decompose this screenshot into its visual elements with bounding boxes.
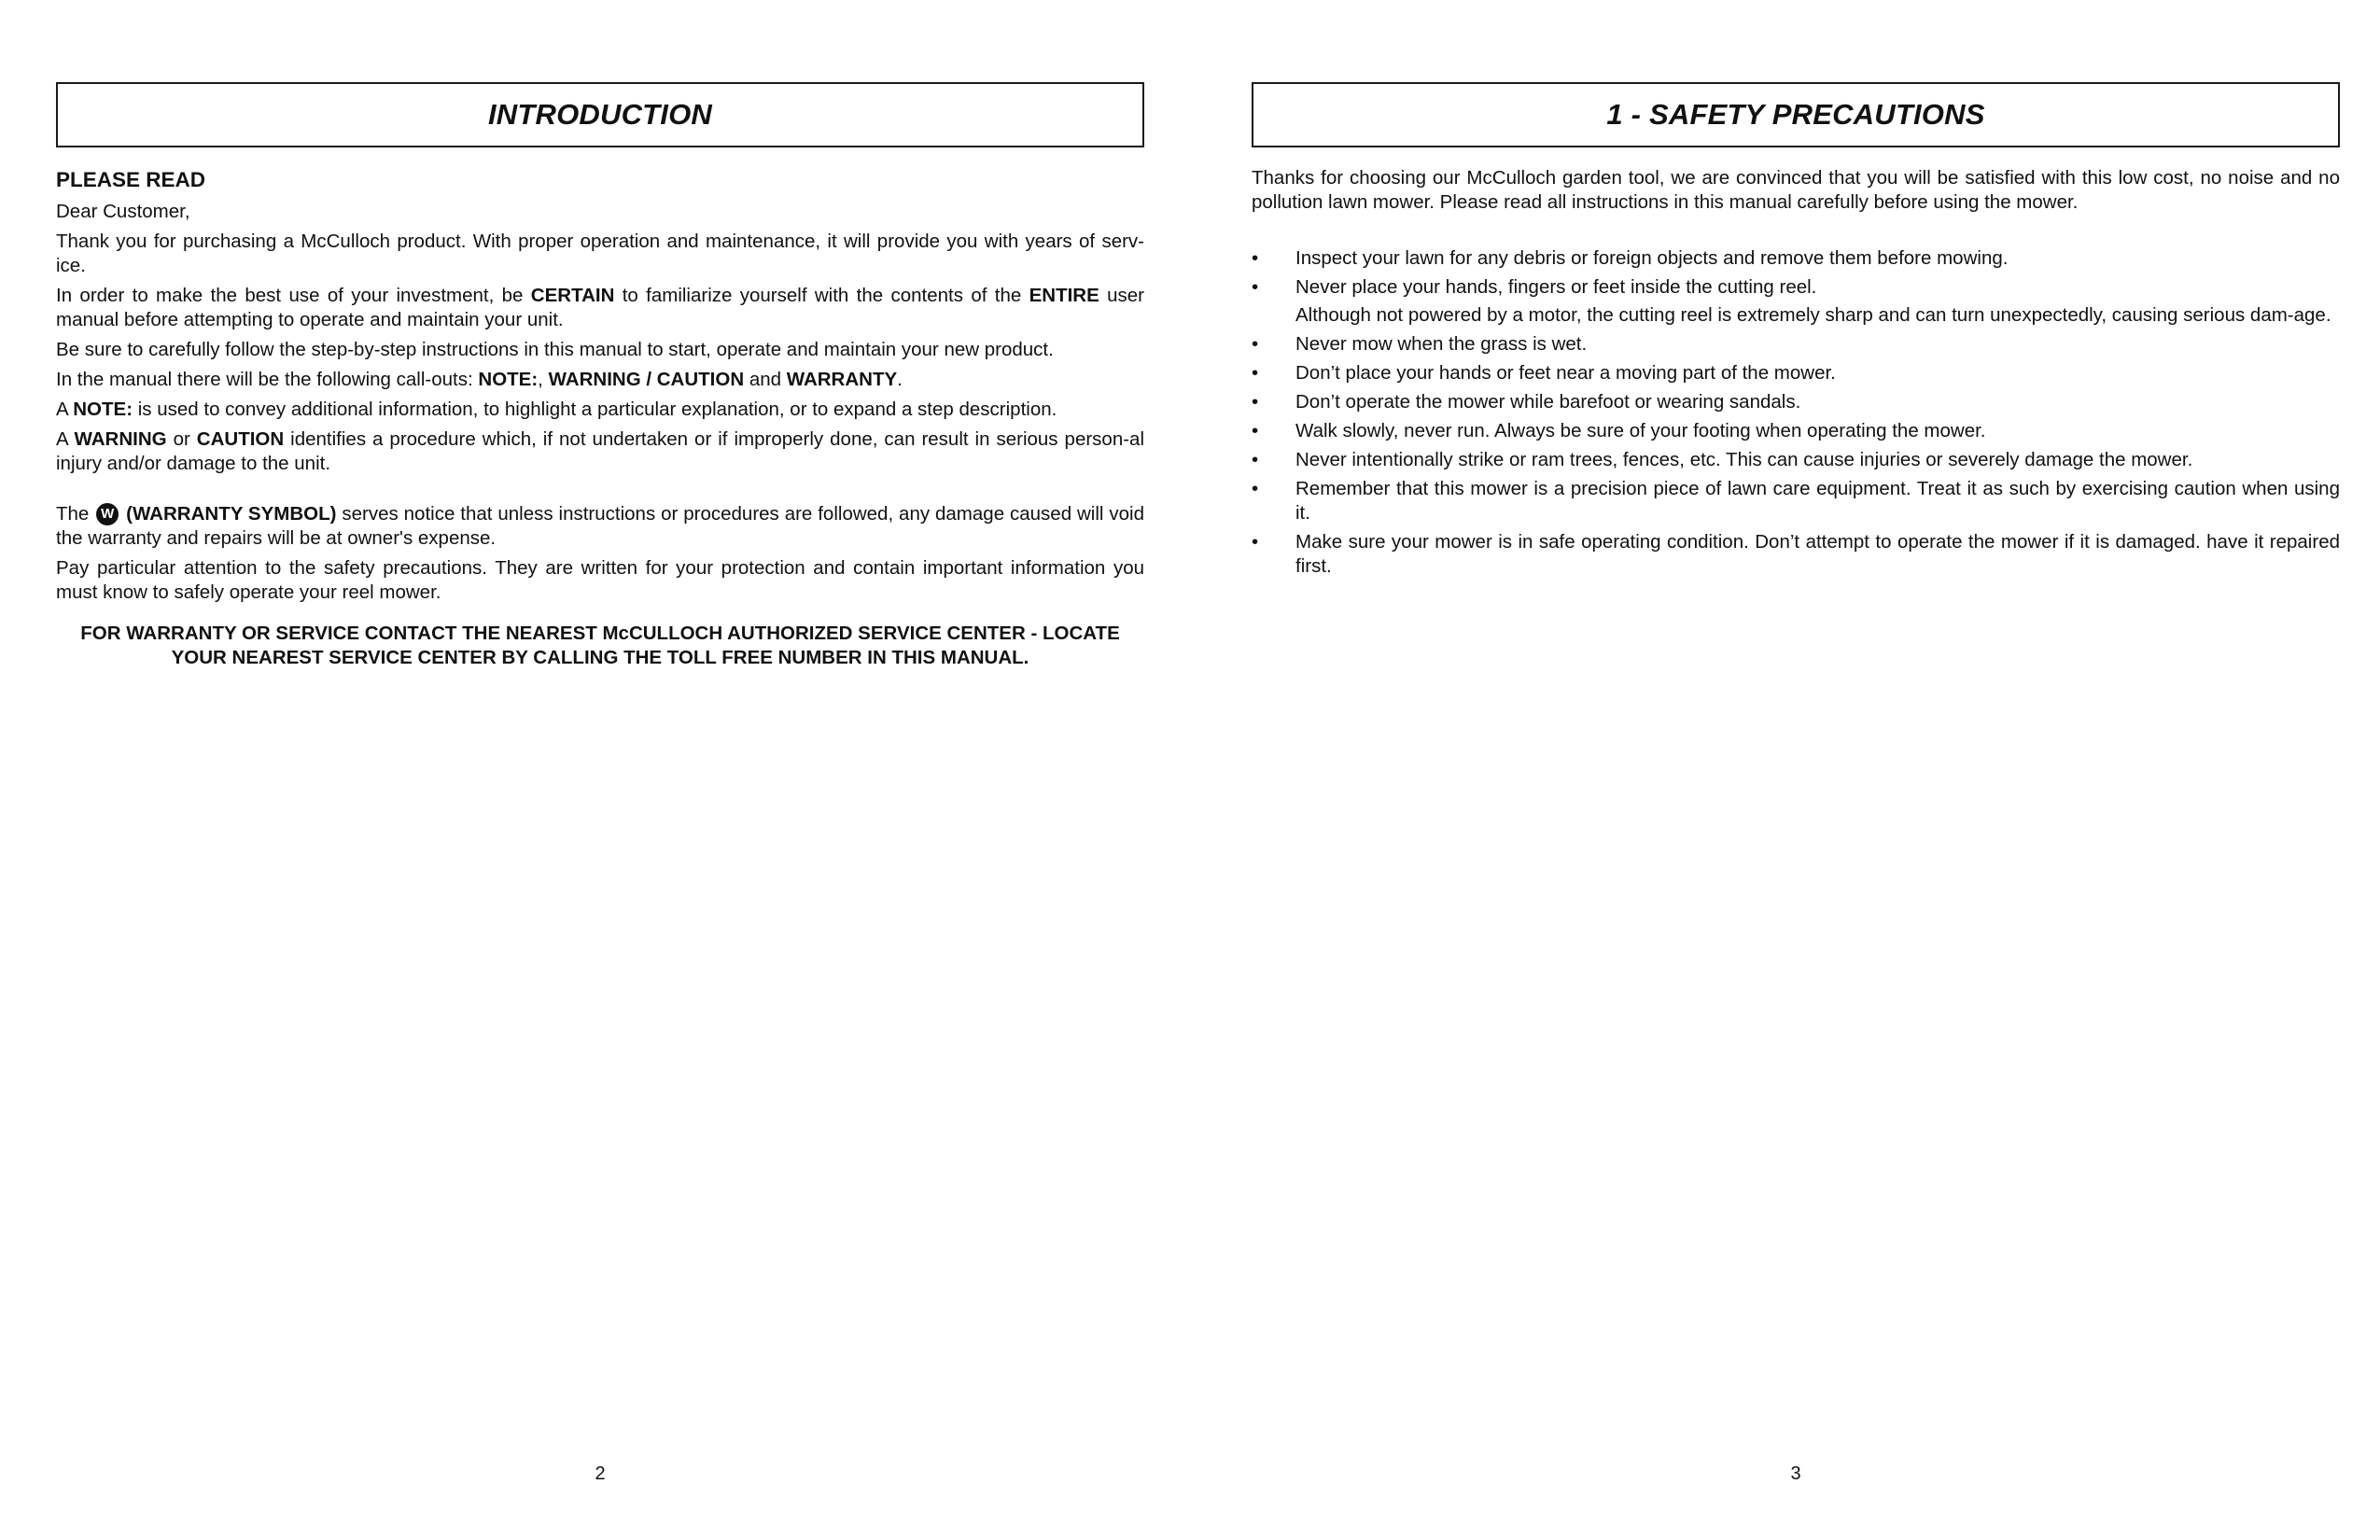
intro-heading-box [56, 82, 1144, 147]
greeting: Dear Customer, [56, 201, 190, 222]
safety-bullet-list [1252, 246, 2340, 579]
paragraph-warning: A WARNING or CAUTION identifies a procedure which, if not undertaken or if improperly done, can result in serious person-al injury and/or damage to the unit. [56, 428, 1145, 474]
list-item: • Never intentionally strike or ram trees, fences, etc. This can cause injuries or severely damage the mower. [1252, 449, 2193, 470]
intro-heading: INTRODUCTION [487, 98, 713, 131]
intro-body [56, 166, 1144, 670]
list-item: • Walk slowly, never run. Always be sure of your footing when operating the mower. [1252, 420, 1986, 441]
list-item: • Never mow when the grass is wet. [1252, 333, 1588, 355]
cutting-reel-warning: Although not powered by a motor, the cutting reel is extremely sharp and can turn unexpectedly, causing serious dam-age. [1295, 304, 2331, 326]
paragraph-thanks: Thank you for purchasing a McCulloch product. With proper operation and maintenance, it will provide you with years of serv-ice. [56, 231, 1144, 276]
safety-heading: 1 - SAFETY PRECAUTIONS [1606, 98, 1985, 131]
page-left [56, 0, 1144, 1540]
paragraph-callouts: In the manual there will be the following call-outs: NOTE:, WARNING / CAUTION and WARRANTY. [56, 369, 903, 390]
list-item: • Never place your hands, fingers or feet inside the cutting reel. Although not powered by a motor, the cutting reel is extremely sharp and can turn unexpectedly, causing serious dam-age. [1252, 275, 2340, 328]
list-item: • Remember that this mower is a precision piece of lawn care equipment. Treat it as such by exercising caution when using it. [1252, 478, 2340, 524]
list-item: • Don’t operate the mower while barefoot or wearing sandals. [1252, 391, 1801, 413]
list-item: • Make sure your mower is in safe operating condition. Don’t attempt to operate the mower if it is damaged. have it repaired first. [1252, 531, 2340, 577]
page-number-left: 2 [595, 1463, 606, 1484]
safety-body [1252, 166, 2340, 583]
paragraph-warranty: The W (WARRANTY SYMBOL) serves notice that unless instructions or procedures are followed, any damage caused will void the warranty and repairs will be at owner's expense. [56, 503, 1144, 549]
paragraph-follow-steps: Be sure to carefully follow the step-by-step instructions in this manual to start, operate and maintain your new product. [56, 339, 1054, 360]
list-item: • Inspect your lawn for any debris or foreign objects and remove them before mowing. [1252, 247, 2009, 269]
list-item: • Don’t place your hands or feet near a moving part of the mower. [1252, 362, 1836, 384]
please-read-label: PLEASE READ [56, 168, 206, 191]
safety-intro: Thanks for choosing our McCulloch garden tool, we are convinced that you will be satisfied with this low cost, no noise and no pollution lawn mower. Please read all instructions in this manual carefully before using the mower. [1252, 167, 2340, 213]
paragraph-attention: Pay particular attention to the safety precautions. They are written for your protection and contain important information you must know to safely operate your reel mower. [56, 557, 1144, 603]
paragraph-investment: In order to make the best use of your investment, be CERTAIN to familiarize yourself with the contents of the ENTIRE user manual before attempting to operate and maintain your unit. [56, 285, 1144, 330]
service-contact-note: FOR WARRANTY OR SERVICE CONTACT THE NEAREST McCULLOCH AUTHORIZED SERVICE CENTER - LOCATE YOUR NEAREST SERVICE CENTER BY CALLING THE TOLL FREE NUMBER IN THIS MANUAL. [80, 623, 1120, 668]
page-right [1252, 0, 2340, 1540]
warranty-symbol-icon: W [96, 503, 119, 525]
page-number-right: 3 [1790, 1463, 1801, 1484]
paragraph-note: A NOTE: is used to convey additional information, to highlight a particular explanation, or to expand a step description. [56, 399, 1057, 420]
safety-heading-box [1252, 82, 2340, 147]
